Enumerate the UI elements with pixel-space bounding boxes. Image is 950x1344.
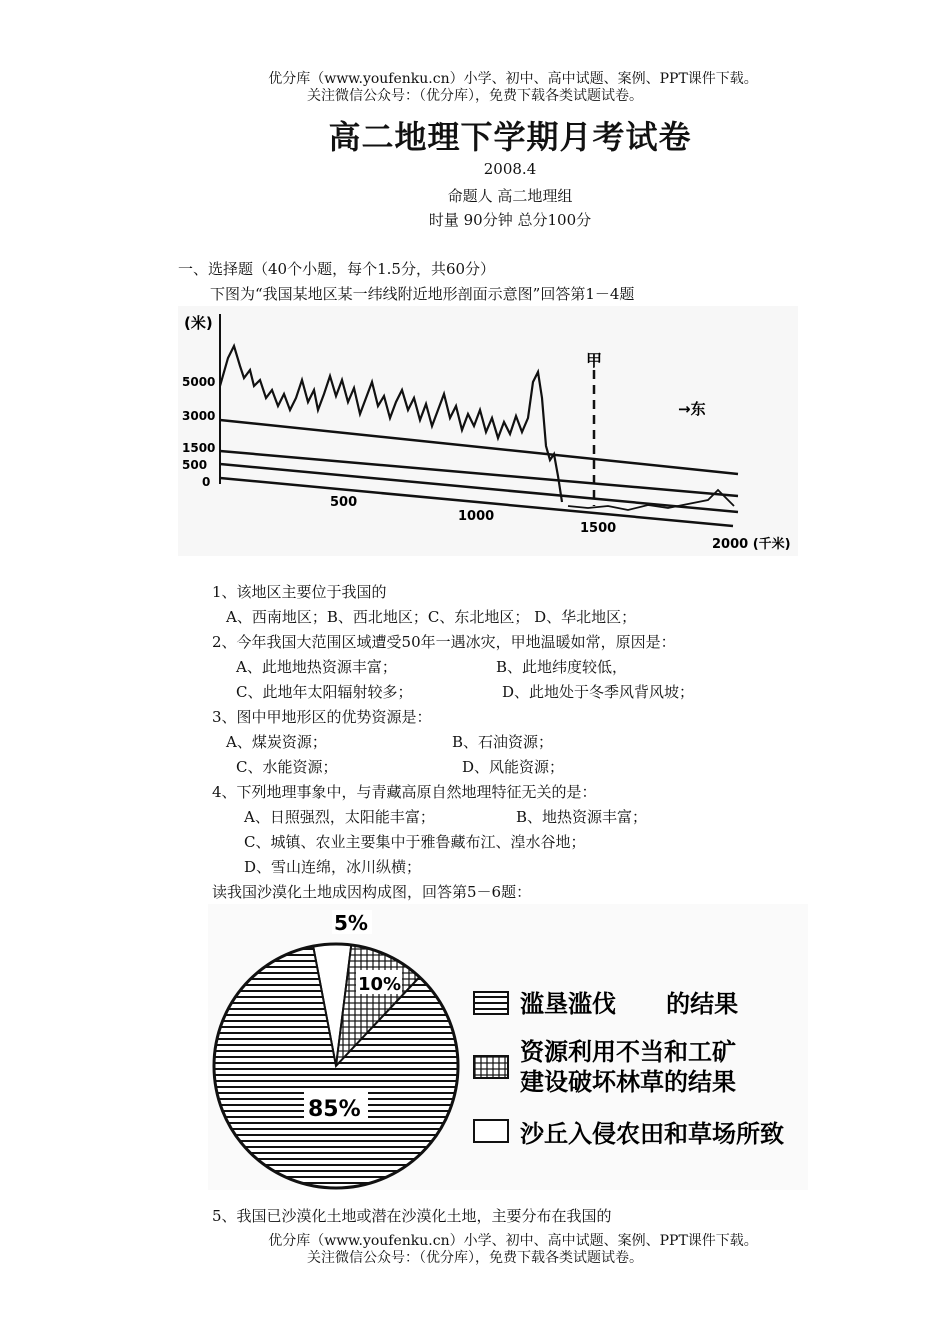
footer-line-2: 关注微信公众号：（优分库），免费下载各类试题试卷。: [307, 1250, 643, 1266]
x-tick-1000: 1000: [458, 509, 495, 524]
legend-swatch-grid: [474, 1056, 508, 1078]
question-4-option-a: A、日照强烈，太阳能丰富；: [244, 808, 435, 826]
desertification-pie-figure: [208, 904, 808, 1190]
question-3-option-b: B、石油资源；: [452, 733, 554, 751]
legend-swatch-blank: [474, 1120, 508, 1142]
footer-line-1: 优分库（www.youfenku.cn）小学、初中、高中试题、案例、PPT课件下载。: [268, 1233, 758, 1249]
legend-swatch-lines: [474, 992, 508, 1014]
question-2-option-b: B、此地纬度较低，: [496, 658, 628, 676]
legend-label-1: 滥垦滥伐 的结果: [520, 990, 739, 1018]
legend-label-3: 沙丘入侵农田和草场所致: [520, 1120, 784, 1148]
legend-label-2a: 资源利用不当和工矿: [520, 1038, 736, 1066]
question-2: 2、今年我国大范围区域遭受50年一遇冰灾，甲地温暖如常，原因是：: [212, 633, 676, 651]
x-tick-1500: 1500: [580, 521, 617, 536]
y-tick-1500: 1500: [182, 441, 216, 455]
y-tick-500: 500: [182, 458, 208, 472]
figure1-intro: 下图为“我国某地区某一纬线附近地形剖面示意图”回答第1－4题: [210, 285, 635, 303]
question-2-option-d: D、此地处于冬季风背风坡；: [502, 683, 695, 701]
y-tick-0: 0: [202, 475, 211, 489]
question-4-option-b: B、地热资源丰富；: [516, 808, 648, 826]
figure2-intro: 读我国沙漠化土地成因构成图，回答第5－6题：: [212, 883, 532, 901]
question-1: 1、该地区主要位于我国的: [212, 583, 387, 601]
header-line-2: 关注微信公众号：（优分库），免费下载各类试题试卷。: [307, 88, 643, 104]
question-2-option-a: A、此地地热资源丰富；: [236, 658, 397, 676]
question-3-option-c: C、水能资源；: [236, 758, 338, 776]
slice-label-10: 10%: [358, 974, 402, 995]
marker-jia: 甲: [586, 351, 603, 370]
y-tick-3000: 3000: [182, 409, 216, 423]
slice-label-85: 85%: [308, 1097, 361, 1122]
question-4: 4、下列地理事象中，与青藏高原自然地理特征无关的是：: [212, 783, 597, 801]
header-line-1: 优分库（www.youfenku.cn）小学、初中、高中试题、案例、PPT课件下载。: [268, 71, 758, 87]
question-3-option-a: A、煤炭资源；: [226, 733, 327, 751]
section-heading: 一、选择题（40个小题，每个1.5分，共60分）: [178, 260, 496, 278]
x-tick-2000: 2000 (千米): [712, 537, 791, 552]
question-4-option-c: C、城镇、农业主要集中于雅鲁藏布江、湟水谷地；: [244, 833, 586, 851]
exam-time-score: 时量 90分钟 总分100分: [428, 211, 592, 229]
question-5: 5、我国已沙漠化土地或潜在沙漠化土地，主要分布在我国的: [212, 1207, 612, 1225]
question-3: 3、图中甲地形区的优势资源是：: [212, 708, 432, 726]
page-title: 高二地理下学期月考试卷: [328, 118, 692, 156]
question-3-option-d: D、风能资源；: [462, 758, 565, 776]
slice-label-5: 5%: [334, 911, 368, 935]
x-tick-500: 500: [330, 495, 358, 510]
east-direction: →东: [678, 400, 706, 418]
question-1-options: A、西南地区；B、西北地区；C、东北地区； D、华北地区；: [226, 608, 637, 626]
question-2-option-c: C、此地年太阳辐射较多；: [236, 683, 413, 701]
y-unit-label: (米): [184, 314, 213, 332]
exam-date: 2008.4: [483, 160, 537, 178]
exam-author: 命题人 高二地理组: [447, 187, 573, 205]
legend-label-2b: 建设破坏林草的结果: [520, 1068, 736, 1096]
terrain-profile-figure: [178, 306, 798, 556]
question-4-option-d: D、雪山连绵，冰川纵横；: [244, 858, 422, 876]
y-tick-5000: 5000: [182, 375, 216, 389]
